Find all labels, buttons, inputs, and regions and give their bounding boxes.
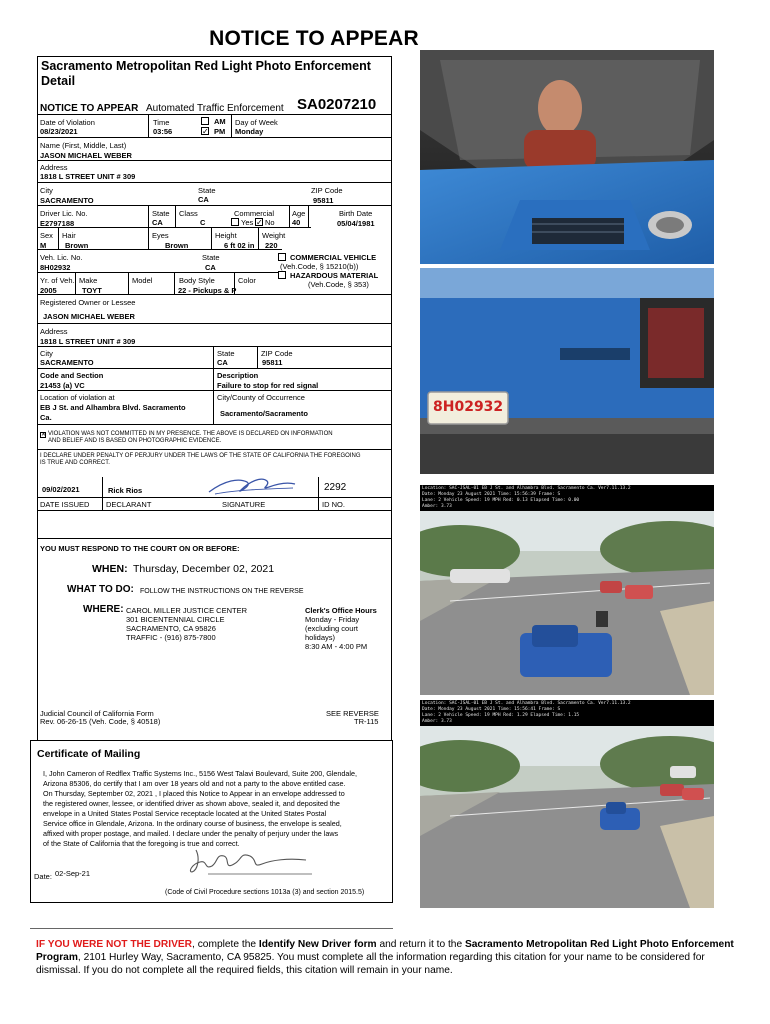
day-of-week: Monday: [235, 127, 264, 136]
driver-city: SACRAMENTO: [40, 196, 94, 205]
commercial-label: Commercial: [234, 209, 275, 218]
vehicle-year-label: Yr. of Veh.: [40, 276, 75, 285]
driver-license-label: Driver Lic. No.: [40, 209, 88, 218]
city-label: City: [40, 186, 53, 195]
clerk-hours-1: Monday - Friday: [305, 615, 360, 624]
driver-hair: Brown: [65, 241, 89, 250]
not-driver-warning: IF YOU WERE NOT THE DRIVER: [36, 939, 193, 950]
declarant-name: Rick Rios: [108, 486, 143, 495]
photo-1-info-2: Lane: 2 Vehicle Speed: 19 MPH Red: 0.13 Elapsed Time: 0.00: [422, 498, 580, 503]
not-present-text-2: AND BELIEF AND IS BASED ON PHOTOGRAPHIC EVIDENCE.: [48, 438, 222, 444]
owner-city: SACRAMENTO: [40, 358, 94, 367]
where-line-3: SACRAMENTO, CA 95826: [126, 624, 216, 633]
code-section: 21453 (a) VC: [40, 381, 85, 390]
photo-1-info-3: Amber: 3.73: [422, 504, 452, 509]
location-line-2: Ca.: [40, 413, 52, 422]
photo-1-info-1: Date: Monday 23 August 2021 Time: 15:56:39 Frame: S: [422, 492, 561, 497]
declarant-signature: [205, 472, 300, 498]
driver-zip: 95811: [313, 196, 334, 205]
license-state: CA: [152, 218, 163, 227]
driver-address: 1818 L STREET UNIT # 309: [40, 172, 136, 181]
hazmat-label: HAZARDOUS MATERIAL: [290, 271, 379, 280]
owner-state: CA: [217, 358, 228, 367]
citation-number: SA0207210: [297, 96, 377, 113]
not-present-checkbox: ✕: [41, 432, 47, 438]
where-line-4: TRAFFIC - (916) 875-7800: [126, 633, 216, 642]
civil-procedure-ref: (Code of Civil Procedure sections 1013a (3) and section 2015.5): [165, 889, 365, 896]
commercial-yes-label: Yes: [241, 218, 254, 227]
owner-address: 1818 L STREET UNIT # 309: [40, 337, 136, 346]
driver-age: 40: [292, 218, 301, 227]
driver-height: 6 ft 02 in: [224, 241, 255, 250]
intersection-photo-1: [420, 485, 714, 695]
where-label: WHERE:: [83, 604, 124, 615]
commercial-yes-checkbox: [231, 218, 239, 226]
sex-label: Sex: [40, 231, 53, 240]
notice-sub-label: Automated Traffic Enforcement: [146, 103, 284, 114]
pm-checkbox: ✓: [202, 127, 209, 136]
owner-address-label: Address: [40, 327, 68, 336]
where-line-2: 301 BICENTENNIAL CIRCLE: [126, 615, 225, 624]
form-number: TR-115: [354, 717, 379, 726]
owner-label: Registered Owner or Lessee: [40, 298, 136, 307]
certificate-line-6: Service office in Glendale, Arizona. In the ordinary course of business, the envelope is sealed,: [43, 819, 342, 828]
eyes-label: Eyes: [152, 231, 169, 240]
clerk-hours-title: Clerk's Office Hours: [305, 606, 377, 615]
license-state-label: State: [152, 209, 170, 218]
description: Failure to stop for red signal: [217, 381, 319, 390]
id-label: ID NO.: [322, 500, 345, 509]
pm-label: PM: [214, 127, 226, 136]
driver-license: E2797188: [40, 219, 75, 228]
owner-zip-label: ZIP Code: [261, 349, 293, 358]
notice-part-1: , complete the: [192, 939, 259, 950]
height-label: Height: [215, 231, 237, 240]
where-line-1: CAROL MILLER JUSTICE CENTER: [126, 606, 247, 615]
zip-label: ZIP Code: [311, 186, 343, 195]
vehicle-plate: 8H02932: [40, 263, 71, 272]
birth-date-label: Birth Date: [339, 209, 373, 218]
certificate-line-4: the registered owner, lessee, or identified driver as shown above, sealed it, and deposited the: [43, 799, 340, 808]
license-plate-photo: [420, 268, 714, 474]
owner-zip: 95811: [262, 358, 283, 367]
mailing-date-label: Date:: [34, 872, 52, 881]
notice-label: NOTICE TO APPEAR: [40, 103, 139, 114]
photo-2-info-0: Location: SAC-JSAL-01 EB J St. and Alhambra Blvd. Sacramento Ca. Ver7.11.13.2: [422, 701, 631, 706]
commercial-vehicle-code: (Veh.Code, § 15210(b)): [280, 262, 359, 271]
violation-date: 08/23/2021: [40, 127, 78, 136]
owner-name: JASON MICHAEL WEBER: [43, 312, 135, 321]
state-label: State: [198, 186, 216, 195]
perjury-text-1: I DECLARE UNDER PENALTY OF PERJURY UNDER THE LAWS OF THE STATE OF CALIFORNIA THE FOREGOING: [40, 453, 361, 459]
commercial-no-checkbox: ✓: [256, 218, 263, 227]
violation-date-label: Date of Violation: [40, 118, 95, 127]
plate-state-label: State: [202, 253, 220, 262]
certificate-line-5: envelope in a United States Postal Service receptacle located at the United States Postal: [43, 809, 327, 818]
vehicle-make: TOYT: [82, 286, 102, 295]
signature-label: SIGNATURE: [222, 500, 266, 509]
intersection-photo-2: [420, 700, 714, 908]
address-label: Address: [40, 163, 68, 172]
date-issued: 09/02/2021: [42, 485, 80, 494]
day-of-week-label: Day of Week: [235, 118, 278, 127]
date-issued-label: DATE ISSUED: [40, 500, 90, 509]
county-label: City/County of Occurrence: [217, 393, 305, 402]
vehicle-model-label: Model: [132, 276, 153, 285]
violation-time: 03:56: [153, 127, 173, 136]
clerk-hours-3: holidays): [305, 633, 336, 642]
owner-city-label: City: [40, 349, 53, 358]
driver-photo: [420, 50, 714, 264]
driver-weight: 220: [265, 241, 278, 250]
not-present-text-1: VIOLATION WAS NOT COMMITTED IN MY PRESENCE. THE ABOVE IS DECLARED ON INFORMATION: [48, 431, 333, 437]
what-label: WHAT TO DO:: [67, 584, 134, 595]
commercial-vehicle-label: COMMERCIAL VEHICLE: [290, 253, 377, 262]
respond-text: YOU MUST RESPOND TO THE COURT ON OR BEFORE:: [40, 544, 240, 553]
certificate-line-7: affixed with proper postage, and mailed. I declare under the penalty of perjury under the laws: [43, 829, 339, 838]
court-date: Thursday, December 02, 2021: [133, 563, 275, 575]
clerk-hours-4: 8:30 AM - 4:00 PM: [305, 642, 368, 651]
driver-sex: M: [40, 241, 47, 250]
certificate-line-1: I, John Cameron of Redflex Traffic Systems Inc., 5156 West Talavi Boulevard, Suite 200, Glendale,: [43, 769, 358, 778]
page-title: NOTICE TO APPEAR: [209, 27, 419, 50]
license-class: C: [200, 218, 206, 227]
body-style: 22 - Pickups & P: [178, 286, 237, 295]
commercial-no-label: No: [265, 218, 275, 227]
vehicle-color-label: Color: [238, 276, 256, 285]
location-line-1: EB J St. and Alhambra Blvd. Sacramento: [40, 403, 186, 412]
vehicle-year: 2005: [40, 286, 57, 295]
plate-state: CA: [205, 263, 216, 272]
notice-part-3: , 2101 Hurley Way, Sacramento, CA 95825. You must complete all the information regarding this citation for your name to be considered for dismissal. If you do not complete all the required fields, this citation will remain in your name.: [36, 952, 705, 976]
commercial-vehicle-checkbox: [278, 253, 286, 261]
driver-name: JASON MICHAEL WEBER: [40, 151, 132, 160]
when-label: WHEN:: [92, 563, 128, 575]
age-label: Age: [292, 209, 306, 218]
certificate-line-8: of the State of California that the foregoing is true and correct.: [43, 839, 240, 848]
certificate-title: Certificate of Mailing: [37, 748, 141, 760]
mailing-signature: [188, 844, 318, 878]
license-class-label: Class: [179, 209, 198, 218]
perjury-text-2: IS TRUE AND CORRECT.: [40, 460, 110, 466]
owner-state-label: State: [217, 349, 235, 358]
form-footer-1: Judicial Council of California Form: [40, 709, 154, 718]
certificate-line-2: Arizona 85306, do certify that I am over 18 years old and not a party to the above entitled case.: [43, 779, 346, 788]
description-label: Description: [217, 371, 259, 380]
declarant-label: DECLARANT: [106, 500, 152, 509]
program-name: Sacramento Metropolitan Red Light Photo Enforcement Program: [36, 939, 734, 963]
clerk-hours-2: (excluding court: [305, 624, 358, 633]
photo-2-info-3: Amber: 3.73: [422, 719, 452, 724]
photo-1-info-0: Location: SAC-JSAL-01 EB J St. and Alhambra Blvd. Sacramento Ca. Ver7.11.13.2: [422, 486, 631, 491]
county: Sacramento/Sacramento: [220, 409, 308, 418]
am-label: AM: [214, 117, 226, 126]
id-number: 2292: [324, 482, 347, 493]
driver-state: CA: [198, 195, 209, 204]
notice-part-2: and return it to the: [376, 939, 465, 950]
hazmat-code: (Veh.Code, § 353): [308, 280, 369, 289]
body-style-label: Body Style: [179, 276, 215, 285]
photo-2-info-1: Date: Monday 23 August 2021 Time: 15:56:41 Frame: S: [422, 707, 561, 712]
driver-eyes: Brown: [165, 241, 189, 250]
mailing-date: 02-Sep-21: [55, 869, 91, 878]
weight-label: Weight: [262, 231, 286, 240]
agency-name: Sacramento Metropolitan Red Light Photo Enforcement Detail: [41, 59, 371, 88]
am-checkbox: [201, 117, 209, 125]
vehicle-make-label: Make: [79, 276, 98, 285]
plate-number: 8H02932: [433, 399, 504, 415]
name-label: Name (First, Middle, Last): [40, 141, 127, 150]
code-section-label: Code and Section: [40, 371, 104, 380]
hair-label: Hair: [62, 231, 76, 240]
vehicle-plate-label: Veh. Lic. No.: [40, 253, 83, 262]
driver-notice: [36, 938, 736, 977]
photo-2-info-2: Lane: 2 Vehicle Speed: 19 MPH Red: 1.29 Elapsed Time: 1.15: [422, 713, 580, 718]
location-label: Location of violation at: [40, 393, 115, 402]
certificate-line-3: On Thursday, September 02, 2021 , I placed this Notice to Appear in an envelope addressed to: [43, 789, 345, 798]
time-label: Time: [153, 118, 170, 127]
what-text: FOLLOW THE INSTRUCTIONS ON THE REVERSE: [140, 588, 304, 595]
form-footer-2: Rev. 06-26-15 (Veh. Code, § 40518): [40, 717, 161, 726]
see-reverse: SEE REVERSE: [326, 709, 379, 718]
birth-date: 05/04/1981: [337, 219, 375, 228]
identify-driver-form: Identify New Driver form: [258, 939, 377, 950]
hazmat-checkbox: [278, 271, 286, 279]
